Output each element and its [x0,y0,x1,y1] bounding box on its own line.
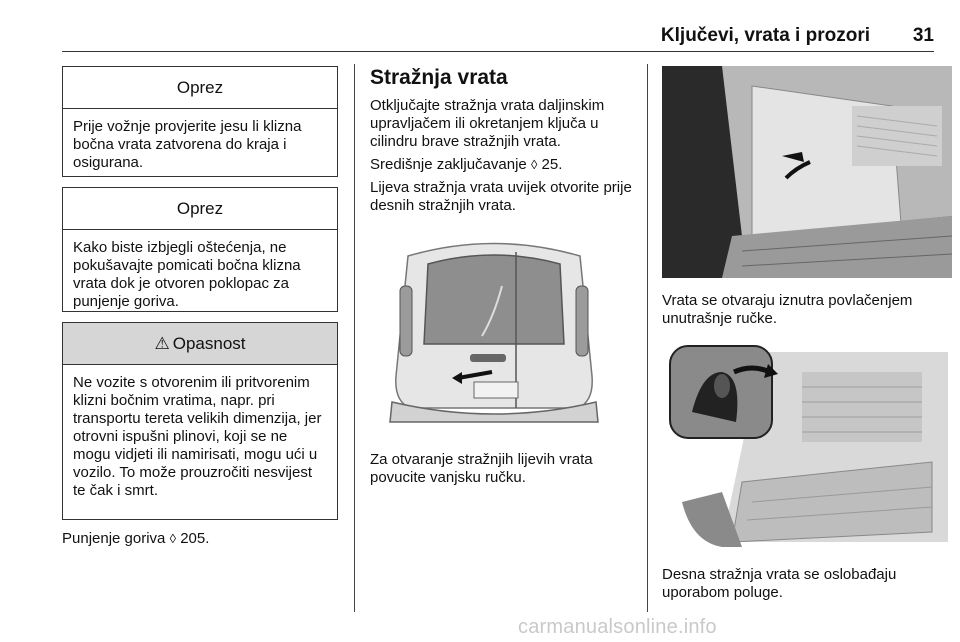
caution-box-1 [62,66,338,177]
danger-heading [63,323,337,365]
warning-triangle-icon: ⚠ [154,333,170,353]
caution-text: Prije vožnje provjerite jesu li klizna bočna vrata zatvorena do kraja i osigurana. [73,118,302,171]
caption-rear-left-door: Za otvaranje stražnjih lijevih vrata povucite vanjsku ručku. [370,451,593,486]
column-divider-left [354,64,355,612]
caution-heading: Oprez [63,188,337,230]
caution-box-2 [62,187,338,312]
fuel-reference [62,530,338,548]
section-title: Stražnja vrata [370,66,508,89]
chapter-title: Ključevi, vrata i prozori [660,25,870,46]
caution-text: Kako biste izbjegli oštećenja, ne pokušavajte pomicati bočna klizna vrata dok je otvoren poklopac za punjenje goriva. [73,239,301,310]
central-locking-page: 25. [541,156,563,173]
interior-door-handle-photo [662,66,952,278]
page-header [62,22,934,52]
central-locking-text: Središnje zaključavanje [370,156,527,173]
fuel-ref-text: Punjenje goriva [62,530,166,547]
caption-release-lever: Desna stražnja vrata se oslobađaju uporabom poluge. [662,566,897,601]
danger-box [62,322,338,520]
paragraph-left-door-first: Lijeva stražnja vrata uvijek otvorite prije desnih stražnjih vrata. [370,179,632,214]
central-locking-reference [370,156,632,174]
page-ref-icon: ◊ [169,531,177,546]
danger-heading-label: Opasnost [172,333,246,353]
rear-doors-illustration [378,226,610,434]
page-number: 31 [912,25,934,46]
page-ref-icon: ◊ [530,157,538,172]
danger-text: Ne vozite s otvorenim ili pritvorenim klizni bočnim vratima, napr. pri transportu tereta velikih dimenzija, jer otrovni ispušni plinovi, koji se ne mogu vidjeti ili namirisati, mogu ući u vozilo. To može prouzročiti nesvijest te čak i smrt. [73,374,322,499]
caption-interior-handle: Vrata se otvaraju iznutra povlačenjem unutrašnje ručke. [662,292,913,327]
fuel-ref-page: 205. [180,530,210,547]
caution-heading: Oprez [63,67,337,109]
paragraph-unlock: Otključajte stražnja vrata daljinskim upravljačem ili okretanjem ključa u cilindru brave stražnjih vrata. [370,97,605,150]
column-divider-right [647,64,648,612]
watermark: carmanualsonline.info [518,616,717,638]
release-lever-photo [662,342,948,554]
